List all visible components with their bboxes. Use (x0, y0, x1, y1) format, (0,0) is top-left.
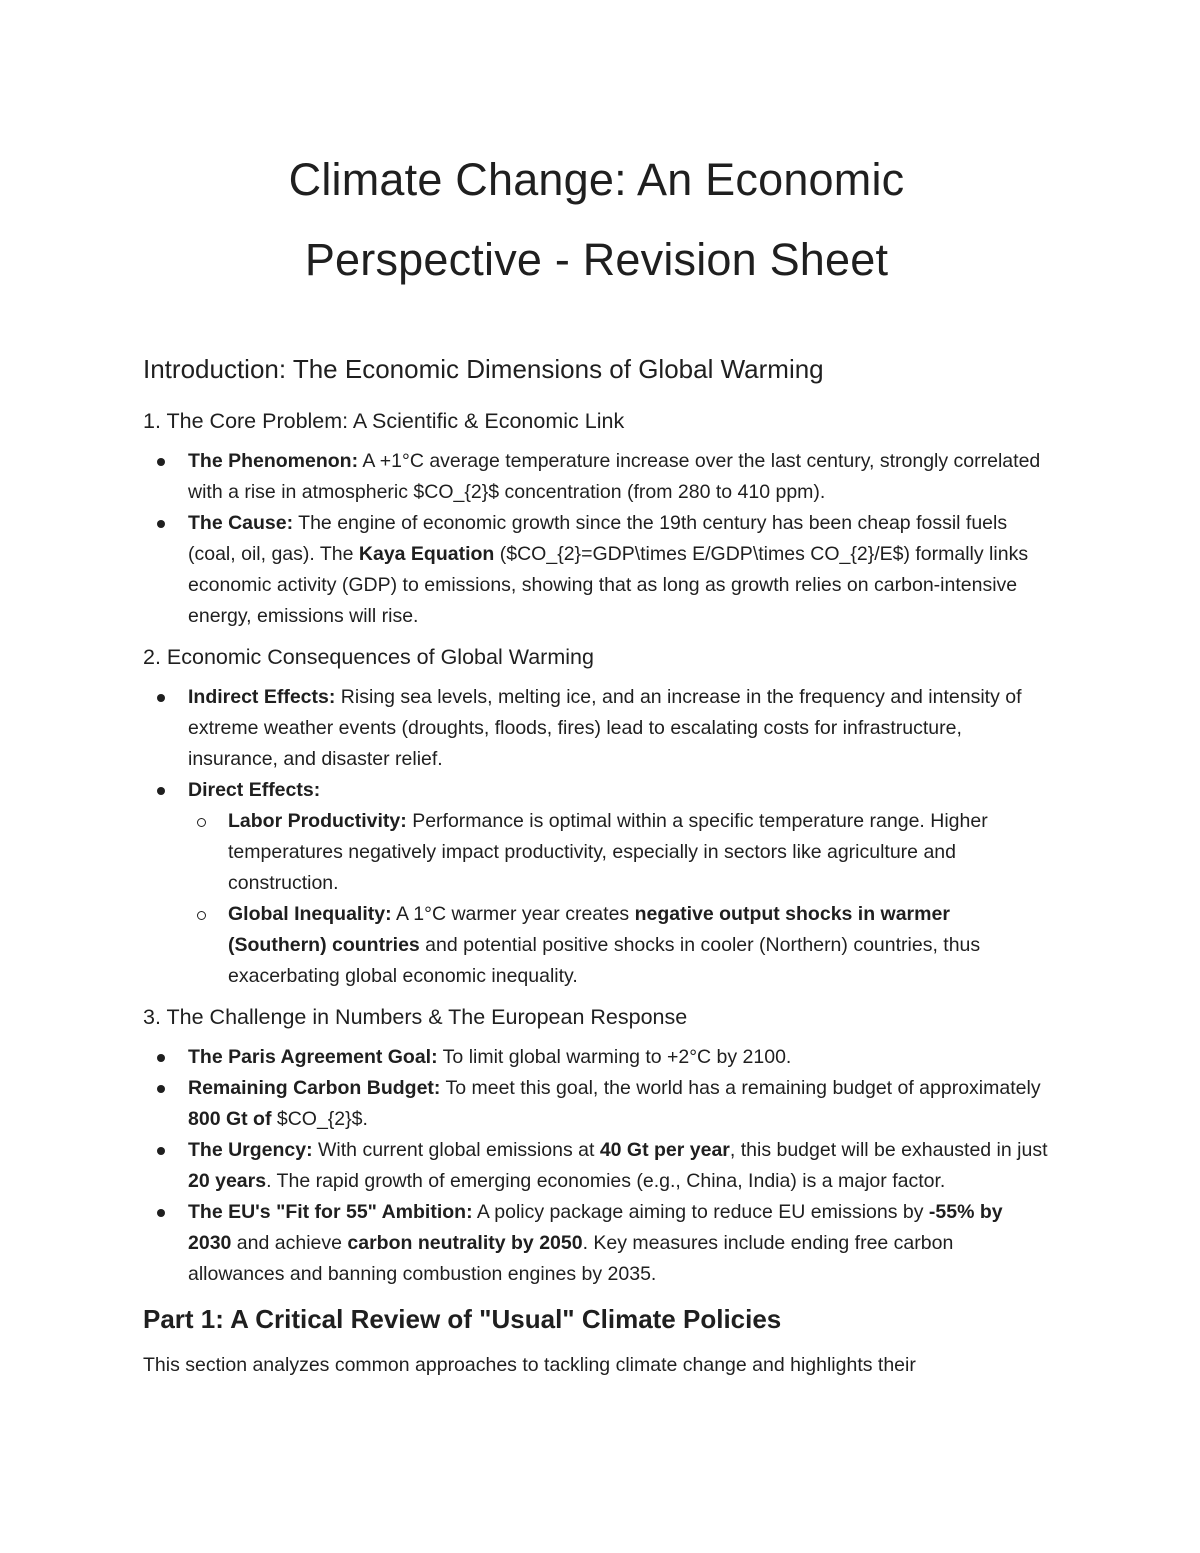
item-text: To limit global warming to +2°C by 2100. (437, 1046, 792, 1068)
item-bold-text: -55% by 2030 (188, 1201, 1003, 1254)
circle-bullet-icon (197, 911, 206, 920)
item-text: $CO_{2}$. (271, 1108, 368, 1130)
item-bold-text: carbon neutrality by 2050 (347, 1232, 583, 1254)
bullet-icon (157, 1085, 165, 1093)
item-text: and potential positive shocks in cooler (Northern) countries, thus exacerbating global economic inequality. (228, 934, 981, 987)
list-item-direct-effects (188, 775, 1050, 992)
section-3-heading: 3. The Challenge in Numbers & The European Response (143, 1005, 688, 1029)
item-text: To meet this goal, the world has a remaining budget of approximately (440, 1077, 1041, 1099)
item-label: Remaining Carbon Budget: (188, 1077, 441, 1099)
item-text: Rising sea levels, melting ice, and an increase in the frequency and intensity of extreme weather events (droughts, floods, fires) lead to escalating costs for infrastructure, insurance, and disaster relief. (188, 686, 1022, 770)
item-bold-text: 20 years (188, 1170, 267, 1192)
item-text: The engine of economic growth since the 19th century has been cheap fossil fuels (coal, oil, gas). The (188, 512, 1008, 565)
item-text: and achieve (231, 1232, 348, 1254)
section-1-heading: 1. The Core Problem: A Scientific & Economic Link (143, 409, 625, 433)
item-label: The Urgency: (188, 1139, 313, 1161)
bullet-icon (157, 694, 165, 702)
item-text: With current global emissions at (312, 1139, 600, 1161)
item-label: The Cause: (188, 512, 294, 534)
item-bold-text: 800 Gt of (188, 1108, 272, 1130)
intro-heading: Introduction: The Economic Dimensions of Global Warming (143, 354, 824, 384)
item-label: Labor Productivity: (228, 810, 407, 832)
section-2-list (143, 682, 1050, 992)
item-text: A policy package aiming to reduce EU emissions by (472, 1201, 929, 1223)
section-2-heading: 2. Economic Consequences of Global Warming (143, 645, 594, 669)
title-line-2: Perspective - Revision Sheet (304, 234, 889, 285)
list-item-fit-for-55 (188, 1197, 1050, 1290)
bullet-icon (157, 1147, 165, 1155)
item-label: Global Inequality: (228, 903, 392, 925)
item-text: A +1°C average temperature increase over the last century, strongly correlated with a rise in atmospheric $CO_{2}$ concentration (from 280 to 410 ppm). (188, 450, 1041, 503)
section-1-list (143, 446, 1050, 632)
item-text: . Key measures include ending free carbon allowances and banning combustion engines by 2035. (188, 1232, 954, 1285)
item-text: ($CO_{2}=GDP\times E/GDP\times CO_{2}/E$) formally links economic activity (GDP) to emissions, showing that as long as growth relies on carbon-intensive energy, emissions will rise. (188, 543, 1029, 627)
bullet-icon (157, 458, 165, 466)
item-bold-text: Kaya Equation (358, 543, 495, 565)
list-item-global-inequality (228, 899, 1050, 992)
list-item-urgency (188, 1135, 1050, 1197)
item-label: Indirect Effects: (188, 686, 336, 708)
list-item-indirect-effects (188, 682, 1050, 775)
item-text: A 1°C warmer year creates (391, 903, 635, 925)
item-bold-text: 40 Gt per year (599, 1139, 730, 1161)
item-text: , this budget will be exhausted in just (729, 1139, 1048, 1161)
bullet-icon (157, 520, 165, 528)
bullet-icon (157, 1209, 165, 1217)
section-3-list (143, 1042, 1050, 1290)
list-item-labor-productivity (228, 806, 1050, 899)
list-item-cause (188, 508, 1050, 632)
title-line-1: Climate Change: An Economic (288, 154, 905, 205)
item-label: The Paris Agreement Goal: (188, 1046, 438, 1068)
part-1-intro-text: This section analyzes common approaches to tackling climate change and highlights their (143, 1354, 916, 1376)
list-item-paris-goal (188, 1042, 1050, 1073)
part-1-heading: Part 1: A Critical Review of "Usual" Climate Policies (143, 1304, 782, 1334)
item-label: Direct Effects: (188, 779, 321, 801)
bullet-icon (157, 787, 165, 795)
direct-effects-sublist (188, 806, 1050, 992)
item-label: The EU's "Fit for 55" Ambition: (188, 1201, 473, 1223)
document-title (143, 140, 1050, 300)
item-text: . The rapid growth of emerging economies (e.g., China, India) is a major factor. (266, 1170, 946, 1192)
item-bold-text: negative output shocks in warmer (Southern) countries (228, 903, 950, 956)
list-item-carbon-budget (188, 1073, 1050, 1135)
item-text: Performance is optimal within a specific temperature range. Higher temperatures negatively impact productivity, especially in sectors like agriculture and construction. (228, 810, 988, 894)
list-item-phenomenon (188, 446, 1050, 508)
item-label: The Phenomenon: (188, 450, 359, 472)
circle-bullet-icon (197, 818, 206, 827)
bullet-icon (157, 1054, 165, 1062)
